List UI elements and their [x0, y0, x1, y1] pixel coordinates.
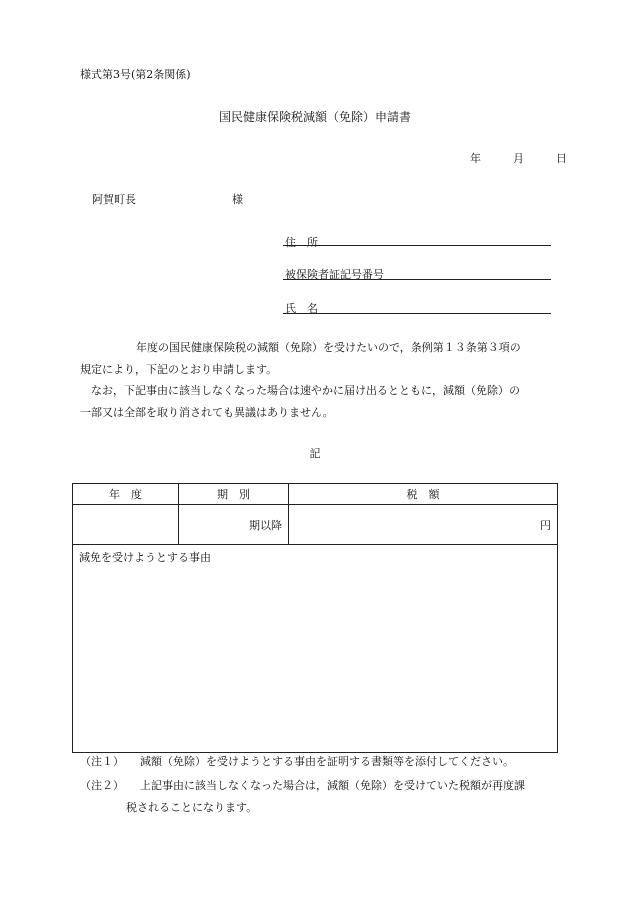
tax-table: [72, 483, 558, 753]
period-suffix: 期以降: [249, 518, 282, 532]
body-paragraph-1: [80, 337, 550, 381]
body-paragraph-1-line-1: 年度の国民健康保険税の減額（免除）を受けたいので，条例第１３条第３項の: [136, 341, 521, 354]
address-field-line[interactable]: [283, 245, 551, 246]
note-2-label: （注２）: [80, 779, 124, 792]
document-title: 国民健康保険税減額（免除）申請書: [218, 110, 411, 124]
note-1: [80, 751, 514, 773]
note-2: [80, 775, 525, 819]
name-label: 氏 名: [285, 302, 318, 315]
header-tax-amount: 税 額: [289, 484, 558, 505]
body-paragraph-2-line-1: なお，下記事由に該当しなくなった場合は速やかに届け出るとともに，減額（免除）の: [91, 384, 520, 397]
amount-unit: 円: [540, 518, 551, 532]
body-paragraph-2: [80, 380, 550, 424]
insurance-number-field-line[interactable]: [283, 279, 551, 280]
date-month: 月: [513, 152, 524, 165]
body-paragraph-2-line-2: 一部又は全部を取り消されても異議はありません。: [80, 406, 334, 419]
note-1-text: 減額（免除）を受けようとする事由を証明する書類等を添付してください。: [140, 755, 514, 768]
date-line: [470, 150, 567, 166]
name-field-line[interactable]: [283, 313, 551, 314]
date-year: 年: [470, 152, 481, 165]
cell-period[interactable]: [179, 505, 289, 545]
cell-tax-amount[interactable]: [289, 505, 558, 545]
insurance-number-label: 被保険者証記号番号: [285, 268, 384, 281]
cell-fiscal-year[interactable]: [73, 505, 179, 545]
note-2-text: 上記事由に該当しなくなった場合は，減額（免除）を受けていた税額が再度課: [140, 779, 525, 792]
body-paragraph-1-line-2: 規定により，下記のとおり申請します。: [80, 363, 278, 376]
note-1-label: （注１）: [80, 755, 124, 768]
header-period: 期 別: [179, 484, 289, 505]
recipient-honorific: 様: [232, 193, 243, 206]
form-number: 様式第3号(第2条関係): [80, 68, 191, 81]
reason-label: 減免を受けようとする事由: [79, 551, 211, 564]
recipient-name: 阿賀町長: [92, 193, 136, 206]
ki-marker: 記: [309, 447, 321, 460]
date-day: 日: [556, 152, 567, 165]
address-label: 住 所: [285, 236, 318, 249]
reason-cell[interactable]: [73, 545, 558, 753]
note-2-text-line-2: 税されることになります。: [126, 801, 258, 814]
header-fiscal-year: 年 度: [73, 484, 179, 505]
